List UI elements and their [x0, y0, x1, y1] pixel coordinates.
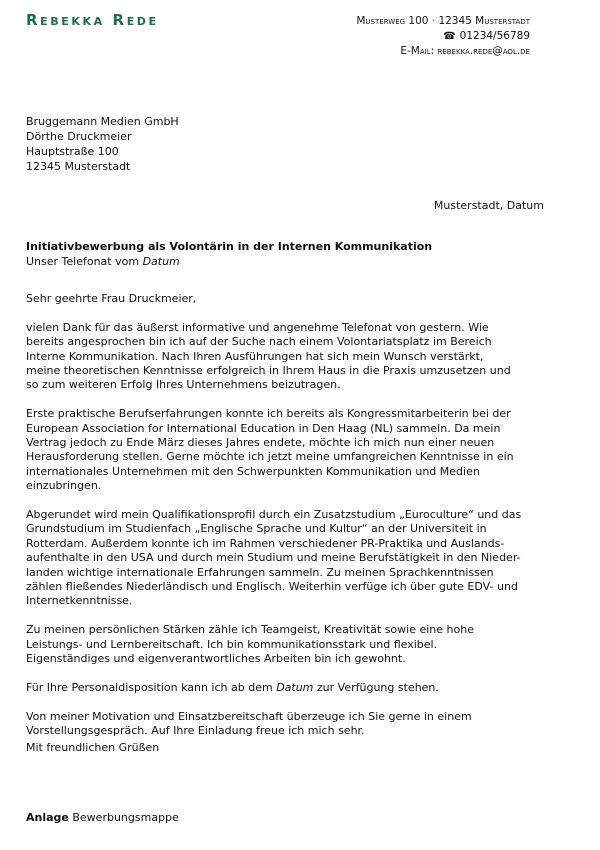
- recipient-city: 12345 Musterstadt: [26, 160, 131, 173]
- paragraph-6: [26, 710, 556, 739]
- paragraph-line: Leistungs- und Lernbereitschaft. Ich bin kommunikationsstark und flexibel.: [26, 637, 438, 651]
- paragraph-5-after: zur Verfügung stehen.: [313, 680, 439, 694]
- paragraph-line: so zum weiteren Erfolg Ihres Unternehmens beizutragen.: [26, 378, 341, 392]
- paragraph-line: meine theoretischen Kenntnisse erfolgreich in Ihrem Haus in die Praxis umzusetzen und: [26, 364, 511, 378]
- salutation: Sehr geehrte Frau Druckmeier,: [26, 292, 197, 305]
- telephone-icon: ☎: [443, 31, 456, 42]
- attachment-line: [26, 810, 179, 825]
- sender-name: Rebekka Rede: [26, 11, 159, 29]
- paragraph-line: Internetkenntnisse.: [26, 594, 133, 608]
- paragraph-line: Abgerundet wird mein Qualifikationsprofil durch ein Zusatzstudium „Euroculture“ und das: [26, 508, 522, 522]
- paragraph-line: Vorstellungsgespräch. Auf Ihre Einladung freue ich mich sehr.: [26, 724, 365, 738]
- sender-phone-line: [270, 29, 530, 44]
- paragraph-line: Erste praktische Berufserfahrungen konnte ich bereits als Kongressmitarbeiterin bei der: [26, 407, 511, 421]
- attachment-text: Bewerbungsmappe: [68, 811, 179, 824]
- paragraph-line: Von meiner Motivation und Einsatzbereitschaft überzeuge ich Sie gerne in einem: [26, 709, 472, 723]
- paragraph-line: Grundstudium im Studienfach „Englische Sprache und Kultur“ an der Universiteit in: [26, 522, 487, 536]
- paragraph-line: internationales Unternehmen mit den Schwerpunkten Kommunikation und Medien: [26, 464, 480, 478]
- sender-email: E-Mail: rebekka.rede@aol.de: [400, 45, 530, 57]
- paragraph-line: vielen Dank für das äußerst informative und angenehme Telefonat von gestern. Wie: [26, 320, 489, 334]
- paragraph-2: [26, 407, 556, 493]
- paragraph-5-date: Datum: [276, 680, 314, 694]
- recipient-address: [26, 114, 179, 174]
- paragraph-line: Interne Kommunikation. Nach Ihren Ausführungen hat sich mein Wunsch verstärkt,: [26, 349, 484, 363]
- recipient-street: Hauptstraße 100: [26, 145, 119, 158]
- subject-block: [26, 239, 432, 269]
- closing: Mit freundlichen Grüßen: [26, 741, 160, 754]
- paragraph-line: Zu meinen persönlichen Stärken zähle ich Teamgeist, Kreativität sowie eine hohe: [26, 623, 474, 637]
- subject-reference: [26, 254, 432, 269]
- paragraph-line: aufenthalte in den USA und durch mein Studium und meine Berufstätigkeit in den Nieder-: [26, 551, 521, 565]
- paragraph-line: Rotterdam. Außerdem konnte ich im Rahmen verschiedener PR-Praktika und Auslands-: [26, 536, 505, 550]
- paragraph-line: zählen fließendes Niederländisch und Englisch. Weiterhin verfüge ich über gute EDV- und: [26, 580, 518, 594]
- recipient-contact: Dörthe Druckmeier: [26, 130, 132, 143]
- paragraph-3: [26, 508, 556, 609]
- paragraph-1: [26, 321, 556, 393]
- paragraph-4: [26, 623, 556, 666]
- subject-title: Initiativbewerbung als Volontärin in der Internen Kommunikation: [26, 240, 433, 253]
- letter-body: [26, 292, 556, 753]
- sender-contact-block: [270, 14, 530, 59]
- paragraph-line: bereits angesprochen bin ich auf der Suche nach einem Volontariatsplatz im Bereich: [26, 335, 492, 349]
- subject-reference-date: Datum: [142, 255, 180, 268]
- paragraph-line: einzubringen.: [26, 479, 102, 493]
- paragraph-line: European Association for International Education in Den Haag (NL) sammeln. Da mein: [26, 421, 501, 435]
- date-line: Musterstadt, Datum: [433, 199, 544, 212]
- paragraph-5: [26, 681, 556, 695]
- sender-phone: 01234/56789: [459, 30, 530, 42]
- recipient-company: Bruggemann Medien GmbH: [26, 115, 179, 128]
- paragraph-line: landen wichtige internationale Erfahrungen sammeln. Zu meinen Sprachkenntnissen: [26, 565, 494, 579]
- paragraph-line: Eigenständiges und eigenverantwortliches Arbeiten bin ich gewohnt.: [26, 652, 406, 666]
- paragraph-line: Vertrag jedoch zu Ende März dieses Jahres endete, möchte ich mich nun einer neuen: [26, 436, 495, 450]
- paragraph-5-before: Für Ihre Personaldisposition kann ich ab dem: [26, 680, 277, 694]
- paragraph-line: Herausforderung stellen. Gerne möchte ich jetzt meine umfangreichen Kenntnisse in ein: [26, 450, 514, 464]
- subject-reference-prefix: Unser Telefonat vom: [26, 255, 143, 268]
- attachment-label: Anlage: [26, 811, 69, 824]
- sender-address: Musterweg 100 · 12345 Musterstadt: [356, 15, 530, 27]
